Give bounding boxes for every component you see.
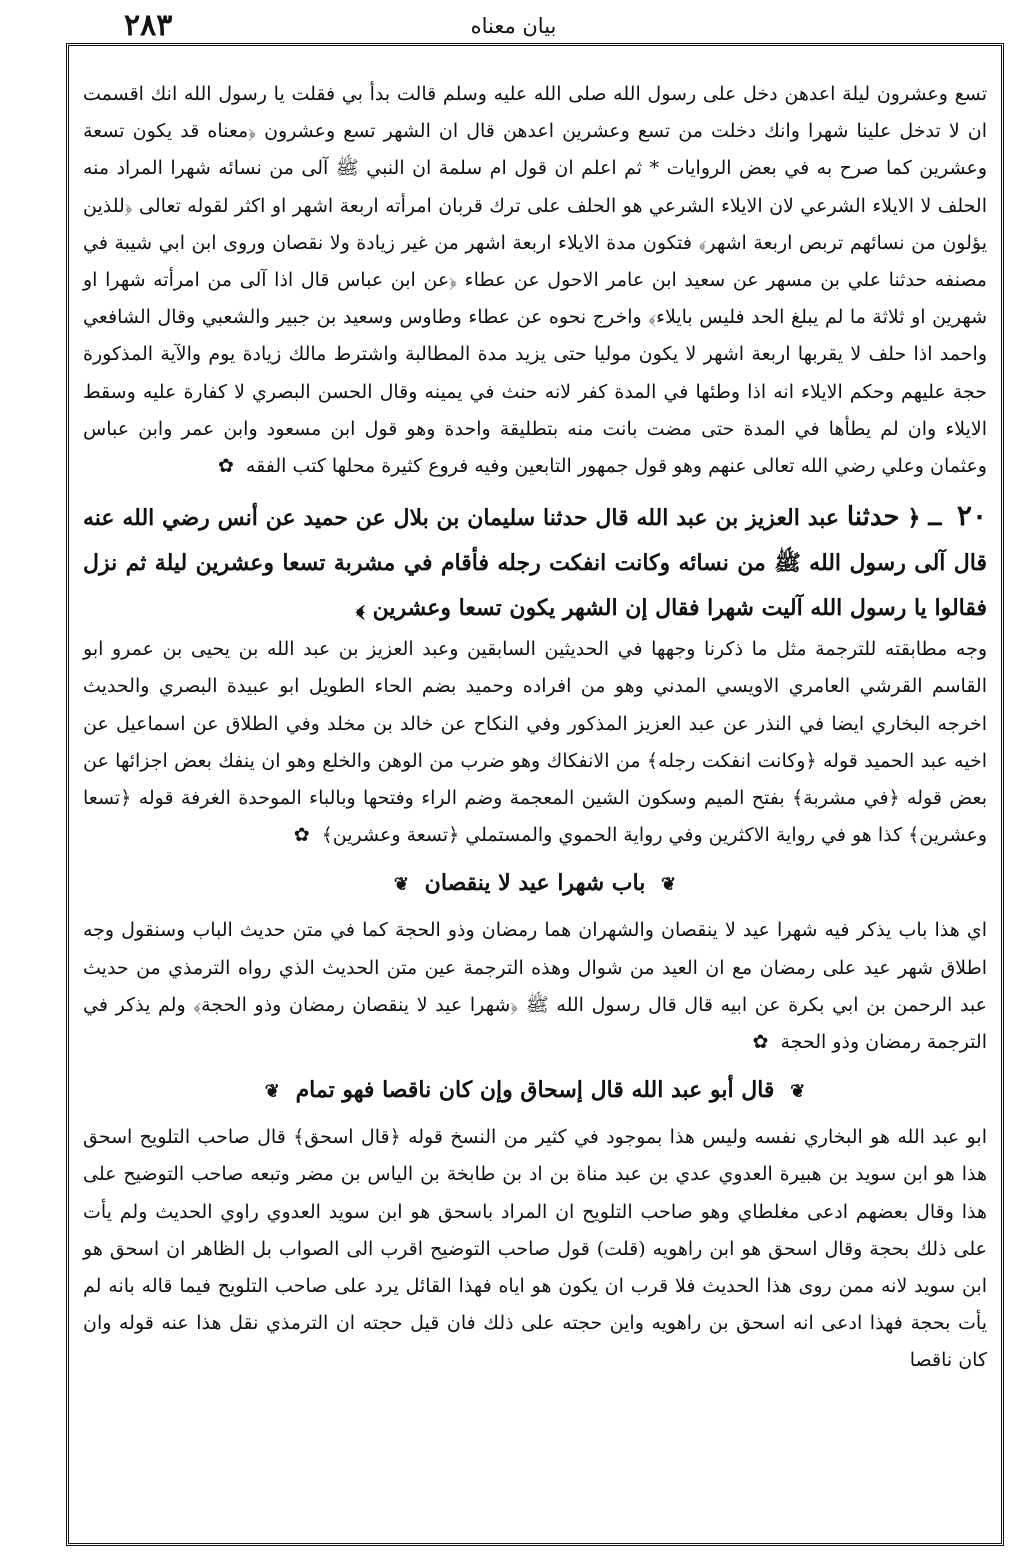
ornament-right-icon: ❦ [661, 874, 677, 896]
page-frame [66, 43, 1004, 1546]
ornament-left-icon: ❦ [393, 874, 409, 896]
ornament-left-icon: ❦ [264, 1081, 280, 1103]
page-content [83, 76, 987, 1531]
hadith-number: ٢٠ [956, 499, 987, 533]
hadith-text: عبد العزيز بن عبد الله قال حدثنا سليمان بن بلال عن حميد عن أنس رضي الله عنه قال آلى رسول الله ﷺ من نسائه وكانت انفكت رجله فأقام في مشربة تسعا وعشرين ليلة ثم نزل فقالوا يا رسول الله آليت شهرا فقال إن الشهر يكون تسعا وعشرين [83, 505, 987, 622]
commentary-text-2: وجه مطابقته للترجمة مثل ما ذكرنا وجهها في الحديثين السابقين وعبد العزيز بن عبد الله بن يحيى بن عمرو ابو القاسم القرشي العامري الاويسي المدني وهو من افراده وحميد بضم الحاء الطويل ابو عبيدة البصري والحديث اخرجه البخاري ايضا في النذر عن عبد العزيز المذكور وفي النكاح عن خالد بن مخلد وفي الطلاق عن اسماعيل عن اخيه عبد الحميد قوله ﴿وكانت انفكت رجله﴾ من الانفكاك وهو ضرب من الوهن والخلع وهو ان ينفك بعض اجزائها عن بعض قوله ﴿في مشربة﴾ بفتح الميم وسكون الشين المعجمة وضم الراء وفتحها وبالباء الموحدة الغرفة قوله ﴿تسعا وعشرين﴾ كذا هو في رواية الاكثرين وفي رواية الحموي والمستملي ﴿تسعة وعشرين﴾ [83, 638, 987, 847]
bab-heading-text: باب شهرا عيد لا ينقصان [424, 870, 646, 897]
end-star-icon: ✿ [293, 824, 310, 847]
hadith-dash: ـ [928, 505, 942, 532]
running-title: بيان معناه [470, 14, 557, 38]
commentary-paragraph-1 [83, 76, 987, 485]
commentary-text-4: ابو عبد الله هو البخاري نفسه وليس هذا بموجود في كثير من النسخ قوله ﴿قال اسحق﴾ قال صاحب التلويح اسحق هذا هو ابن سويد بن هبيرة العدوي عدي بن عبد مناة بن اد بن طابخة بن الياس بن مضر وتبعه صاحب التوضيح على هذا وقال بعضهم ادعى مغلطاي وهو صاحب التلويح ان المراد باسحق هو ابن سويد العدوي راوي الحديث ولم يأت على ذلك بحجة وقال اسحق هو ابن راهويه (قلت) قول صاحب التوضيح اقرب الى الصواب بل الظاهر ان اسحق هو ابن سويد لانه ممن روى هذا الحديث فلا قرب ان يكون هو اياه فهذا القائل يرد على صاحب التلويح فيما قاله بانه لم يأت بحجة فهذا ادعى انه اسحق بن راهويه واين حجته على ذلك فان قيل حجته ان الترمذي نقل هذا عنه قوله وان كان ناقصا [83, 1126, 987, 1372]
bab-heading [83, 854, 987, 912]
end-star-icon: ✿ [752, 1031, 769, 1054]
hadith-paragraph [83, 493, 987, 631]
hadith-open-bracket: ﴿ [907, 505, 921, 532]
hadith-close-bracket: ﴾ [355, 595, 365, 622]
qala-heading-text: قال أبو عبد الله قال إسحاق وإن كان ناقصا فهو تمام [295, 1077, 775, 1104]
commentary-text-1: تسع وعشرون ليلة اعدهن دخل على رسول الله صلى الله عليه وسلم قالت بدأ بي فقلت يا رسول الله انك اقسمت ان لا تدخل علينا شهرا وانك دخلت من تسع وعشرين اعدهن قال ان الشهر تسع وعشرون ﴿معناه قد يكون تسعة وعشرين كما صرح به في بعض الروايات * ثم اعلم ان قول ام سلمة ان النبي ﷺ آلى من نسائه شهرا المراد منه الحلف لا الايلاء الشرعي لان الايلاء الشرعي هو الحلف على ترك قربان امرأته اربعة اشهر او اكثر لقوله تعالى ﴿للذين يؤلون من نسائهم تربص اربعة اشهر﴾ فتكون مدة الايلاء اربعة اشهر من غير زيادة ولا نقصان وروى ابن ابي شيبة في مصنفه حدثنا علي بن مسهر عن سعيد ابن عامر الاحول عن عطاء ﴿عن ابن عباس قال اذا آلى من امرأته شهرا او شهرين او ثلاثة ما لم يبلغ الحد فليس بايلاء﴾ واخرج نحوه عن عطاء وطاوس وسعيد بن جبير والشعبي وقال الشافعي واحمد اذا حلف لا يقربها اربعة اشهر لا يكون موليا حتى يزيد مدة المطالبة واشترط مالك زيادة يوم والآية المذكورة حجة عليهم وحكم الايلاء انه اذا وطئها في المدة كفر لانه حنث في يمينه وقال الحسن البصري لا كفارة عليه وسقط الايلاء وان لم يطأها في المدة حتى مضت بانت منه بتطليقة واحدة وهو قول ابن مسعود وابن عمر وابن عباس وعثمان وعلي رضي الله تعالى عنهم وهو قول جمهور التابعين وفيه فروع كثيرة محلها كتب الفقه [83, 83, 987, 478]
qala-heading [83, 1061, 987, 1119]
ornament-right-icon: ❦ [790, 1081, 806, 1103]
hadith-haddathana: حدثنا [846, 502, 900, 533]
commentary-paragraph-3 [83, 912, 987, 1061]
commentary-paragraph-2 [83, 631, 987, 854]
commentary-paragraph-4 [83, 1119, 987, 1379]
page-number: ٢٨٣ [124, 8, 173, 43]
end-star-icon: ✿ [217, 455, 234, 478]
commentary-text-3: اي هذا باب يذكر فيه شهرا عيد لا ينقصان والشهران هما رمضان وذو الحجة كما في متن حديث الباب وسنقول وجه اطلاق شهر عيد على رمضان مع ان العيد من شوال وهذه الترجمة عين متن الحديث الذي رواه الترمذي من حديث عبد الرحمن بن ابي بكرة عن ابيه قال قال رسول الله ﷺ ﴿شهرا عيد لا ينقصان رمضان وذو الحجة﴾ ولم يذكر في الترجمة رمضان وذو الحجة [83, 919, 987, 1054]
